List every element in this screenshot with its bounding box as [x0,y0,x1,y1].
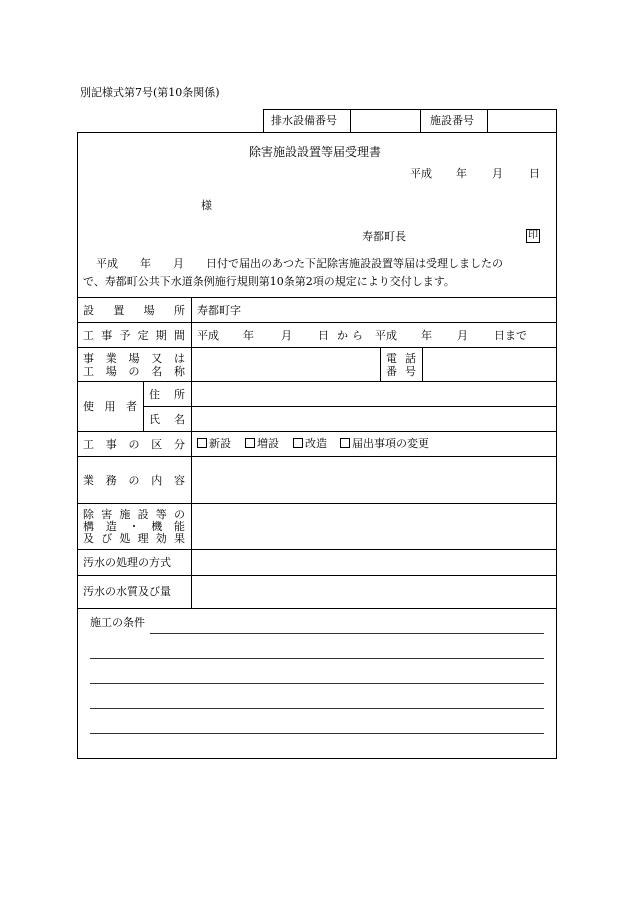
checkbox-icon[interactable] [197,438,207,448]
recipient-suffix: 様 [201,199,212,212]
checkbox-icon[interactable] [293,438,303,448]
category-option-new[interactable]: 新設 [197,438,231,449]
checkbox-icon[interactable] [245,438,255,448]
checkbox-icon[interactable] [340,438,350,448]
issuer-name: 寿都町長 [362,230,406,243]
category-option-change[interactable]: 届出事項の変更 [340,438,429,449]
drainage-number-label: 排水設備番号 [271,114,337,127]
user-name-label: 氏 名 [149,413,185,426]
category-option-modify[interactable]: 改造 [293,438,327,449]
form-title: 除害施設設置等届受理書 [248,145,381,159]
treatment-method-label: 汚水の処理の方式 [83,556,171,569]
treatment-method-field[interactable] [192,550,556,575]
user-address-label: 住 所 [149,388,185,401]
user-label: 使 用 者 [83,400,137,413]
construction-period-label: 工 事 予 定 期 間 [83,329,185,342]
category-option-expand[interactable]: 増設 [245,438,279,449]
location-field[interactable]: 寿都町字 [197,304,241,317]
construction-category-label: 工 事 の 区 分 [83,438,185,451]
business-content-field[interactable] [192,457,556,503]
business-content-label: 業 務 の 内 容 [83,474,185,487]
seal-mark: 印 [528,230,538,241]
location-label: 設 置 場 所 [83,304,185,317]
form-reference: 別記様式第7号(第10条関係) [80,86,220,99]
conditions-label: 施工の条件 [90,616,145,629]
body-text-line2: で、寿都町公共下水道条例施行規則第10条第2項の規定により交付します。 [83,275,455,288]
body-text-line1: 平成 年 月 日付で届出のあつた下記除害施設設置等届は受理しましたの [96,257,503,270]
facility-structure-field[interactable] [192,504,556,549]
water-quality-field[interactable] [192,576,556,608]
water-quality-label: 汚水の水質及び量 [83,585,171,598]
facility-number-label: 施設番号 [430,114,474,127]
